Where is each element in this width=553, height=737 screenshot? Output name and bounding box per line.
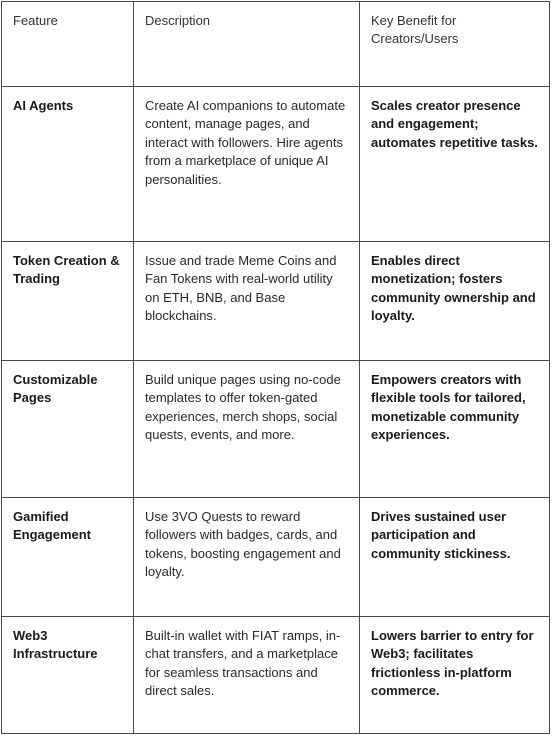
feature-cell: Customizable Pages (2, 361, 134, 497)
feature-cell: AI Agents (2, 87, 134, 241)
description-cell: Create AI companions to automate content, manage pages, and interact with followers. Hire agents from a marketplace of unique AI personalities. (134, 87, 360, 241)
benefit-cell: Drives sustained user participation and community stickiness. (371, 509, 511, 561)
header-feature: Feature (2, 2, 134, 86)
feature-table (1, 1, 550, 734)
benefit-cell: Scales creator presence and engagement; automates repetitive tasks. (371, 98, 538, 150)
table-header-row (2, 2, 549, 87)
feature-cell: Gamified Engagement (2, 498, 134, 616)
table-row (2, 617, 549, 733)
header-description: Description (134, 2, 360, 86)
description-cell: Built-in wallet with FIAT ramps, in-chat transfers, and a marketplace for seamless transactions and direct sales. (134, 617, 360, 733)
benefit-cell: Lowers barrier to entry for Web3; facilitates frictionless in-platform commerce. (371, 628, 534, 699)
benefit-cell: Empowers creators with flexible tools for tailored, monetizable community experiences. (371, 372, 526, 443)
benefit-cell: Enables direct monetization; fosters community ownership and loyalty. (371, 253, 536, 324)
table-row (2, 361, 549, 498)
feature-cell: Web3 Infrastructure (2, 617, 134, 733)
header-benefit: Key Benefit for Creators/Users (371, 13, 459, 47)
description-cell: Build unique pages using no-code templates to offer token-gated experiences, merch shops, social quests, events, and more. (134, 361, 360, 497)
description-cell: Issue and trade Meme Coins and Fan Tokens with real-world utility on ETH, BNB, and Base blockchains. (134, 242, 360, 360)
table-row (2, 242, 549, 361)
feature-cell: Token Creation & Trading (2, 242, 134, 360)
table-row (2, 498, 549, 617)
table-row (2, 87, 549, 242)
description-cell: Use 3VO Quests to reward followers with badges, cards, and tokens, boosting engagement and loyalty. (134, 498, 360, 616)
